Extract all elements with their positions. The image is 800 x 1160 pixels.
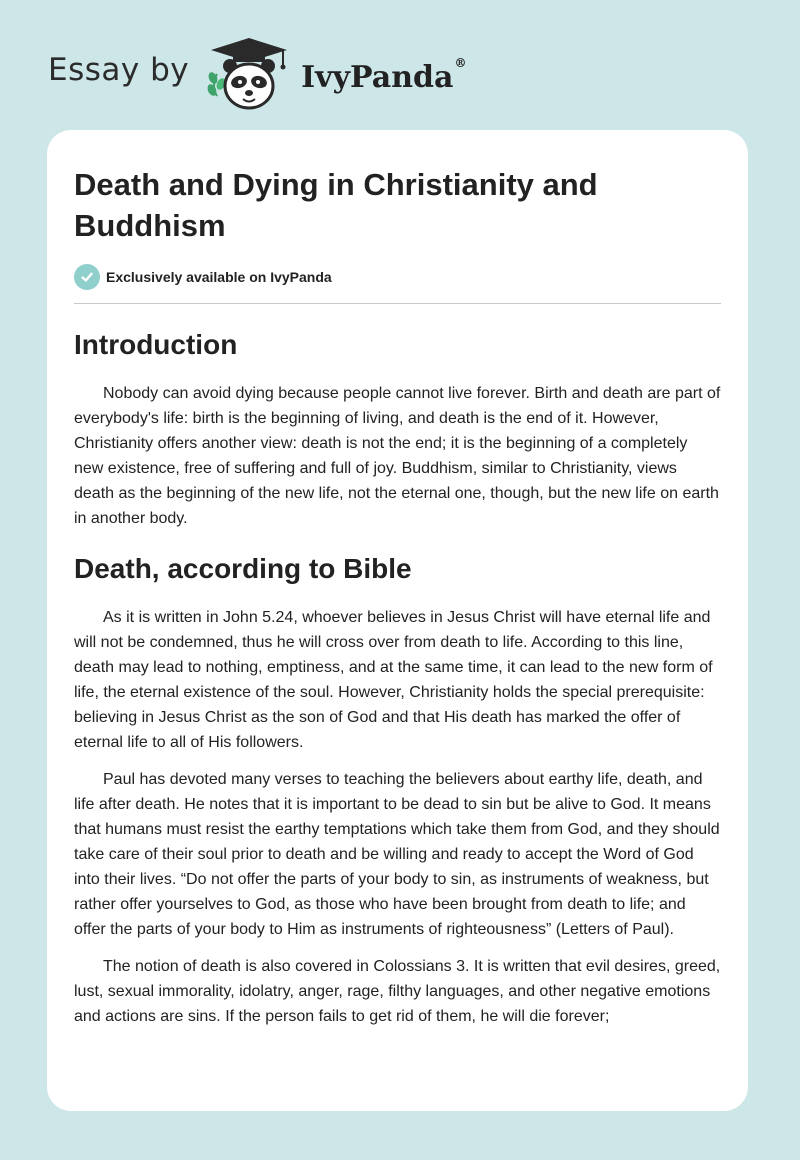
section-heading-death-bible: Death, according to Bible — [74, 553, 412, 584]
essay-by-label: Essay by — [48, 52, 190, 88]
exclusive-badge — [74, 264, 721, 304]
section-heading-introduction: Introduction — [74, 329, 238, 360]
essay-card — [47, 130, 748, 1111]
registered-mark: ® — [454, 55, 467, 70]
brand-text: IvyPanda — [301, 59, 454, 95]
panda-graduate-logo-icon[interactable] — [203, 34, 295, 114]
check-icon — [74, 264, 100, 290]
paragraph: Paul has devoted many verses to teaching the believers about earthy life, death, and life after death. He notes that it is important to be dead to sin but be alive to God. It means that humans must resist the earthy temptations which take them from God, and they should take care of their soul prior to death and be willing and ready to accept the Word of God into their lives. “Do not offer the parts of your body to sin, as instruments of weakness, but rather offer yourselves to God, as those who have been brought from death to life; and offer the parts of your body to Him as instruments of righteousness” (Letters of Paul). — [74, 771, 720, 938]
paragraph: The notion of death is also covered in Colossians 3. It is written that evil desires, greed, lust, sexual immorality, idolatry, anger, rage, filthy languages, and other negative emotions and actions are sins. If the person fails to get rid of them, he will die forever; — [74, 958, 721, 1025]
brand-name[interactable] — [301, 55, 467, 95]
exclusive-label: Exclusively available on IvyPanda — [106, 269, 332, 285]
paragraph: Nobody can avoid dying because people cannot live forever. Birth and death are part of everybody's life: birth is the beginning of living, and death is the end of it. However, Christianity offers another view: death is not the end; it is the beginning of a completely new existence, free of suffering and full of joy. Buddhism, similar to Christianity, views death as the beginning of the new life, not the eternal one, though, but the new life on earth in another body. — [74, 385, 721, 527]
site-header — [48, 34, 466, 114]
paragraph: As it is written in John 5.24, whoever believes in Jesus Christ will have eternal life and will not be condemned, thus he will cross over from death to life. According to this line, death may lead to nothing, emptiness, and at the same time, it can lead to the new form of life, the eternal existence of the soul. However, Christianity holds the special prerequisite: believing in Jesus Christ as the son of God and that His death has marked the offer of eternal life to all of His followers. — [74, 609, 713, 751]
page-title: Death and Dying in Christianity and Buddhism — [74, 167, 598, 243]
